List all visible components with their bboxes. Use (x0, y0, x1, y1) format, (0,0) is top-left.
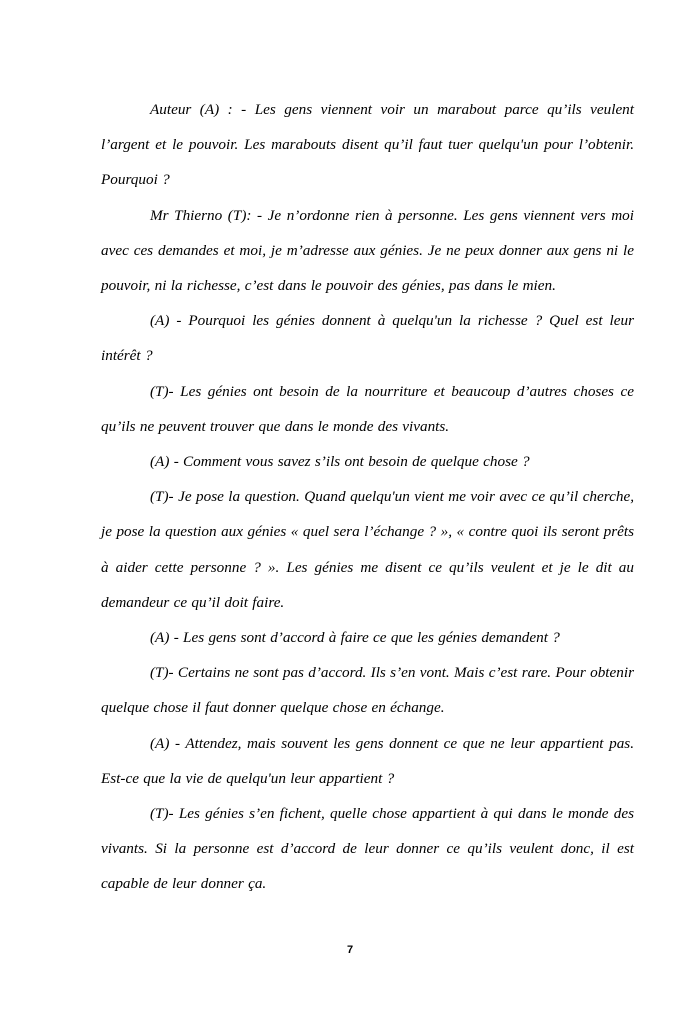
paragraph-author-question-5: (A) - Attendez, mais souvent les gens donnent ce que ne leur appartient pas. Est-ce que la vie de quelqu'un leur appartient ? (101, 734, 634, 787)
page-number: 7 (346, 944, 354, 956)
interview-text (101, 92, 634, 902)
paragraph-thierno-answer-4: (T)- Certains ne sont pas d’accord. Ils s’en vont. Mais c’est rare. Pour obtenir quelque chose il faut donner quelque chose en échange. (101, 664, 634, 717)
paragraph-author-question-3: (A) - Comment vous savez s’ils ont besoin de quelque chose ? (150, 453, 530, 471)
paragraph-thierno-answer-3: (T)- Je pose la question. Quand quelqu'un vient me voir avec ce qu’il cherche, je pose la question aux génies « quel sera l’échange ? », « contre quoi ils seront prêts à aider cette personne ? ». Les génies me disent ce qu’ils veulent et je le dit au demandeur ce qu’il doit faire. (101, 488, 634, 611)
paragraph-author-question-4: (A) - Les gens sont d’accord à faire ce que les génies demandent ? (150, 629, 560, 647)
paragraph-thierno-answer-2: (T)- Les génies ont besoin de la nourriture et beaucoup d’autres choses ce qu’ils ne peuvent trouver que dans le monde des vivants. (101, 382, 634, 435)
paragraph-thierno-answer-1: Mr Thierno (T): - Je n’ordonne rien à personne. Les gens viennent vers moi avec ces demandes et moi, je m’adresse aux génies. Je ne peux donner aux gens ni le pouvoir, ni la richesse, c’est dans le pouvoir des génies, pas dans le mien. (101, 206, 634, 295)
paragraph-author-question-2: (A) - Pourquoi les génies donnent à quelqu'un la richesse ? Quel est leur intérêt ? (101, 312, 634, 365)
paragraph-thierno-answer-5: (T)- Les génies s’en fichent, quelle chose appartient à qui dans le monde des vivants. Si la personne est d’accord de leur donner ce qu’ils veulent donc, il est capable de leur donner ça. (101, 805, 634, 893)
paragraph-author-question-1: Auteur (A) : - Les gens viennent voir un marabout parce qu’ils veulent l’argent et le pouvoir. Les marabouts disent qu’il faut tuer quelqu'un pour l’obtenir. Pourquoi ? (101, 101, 634, 189)
